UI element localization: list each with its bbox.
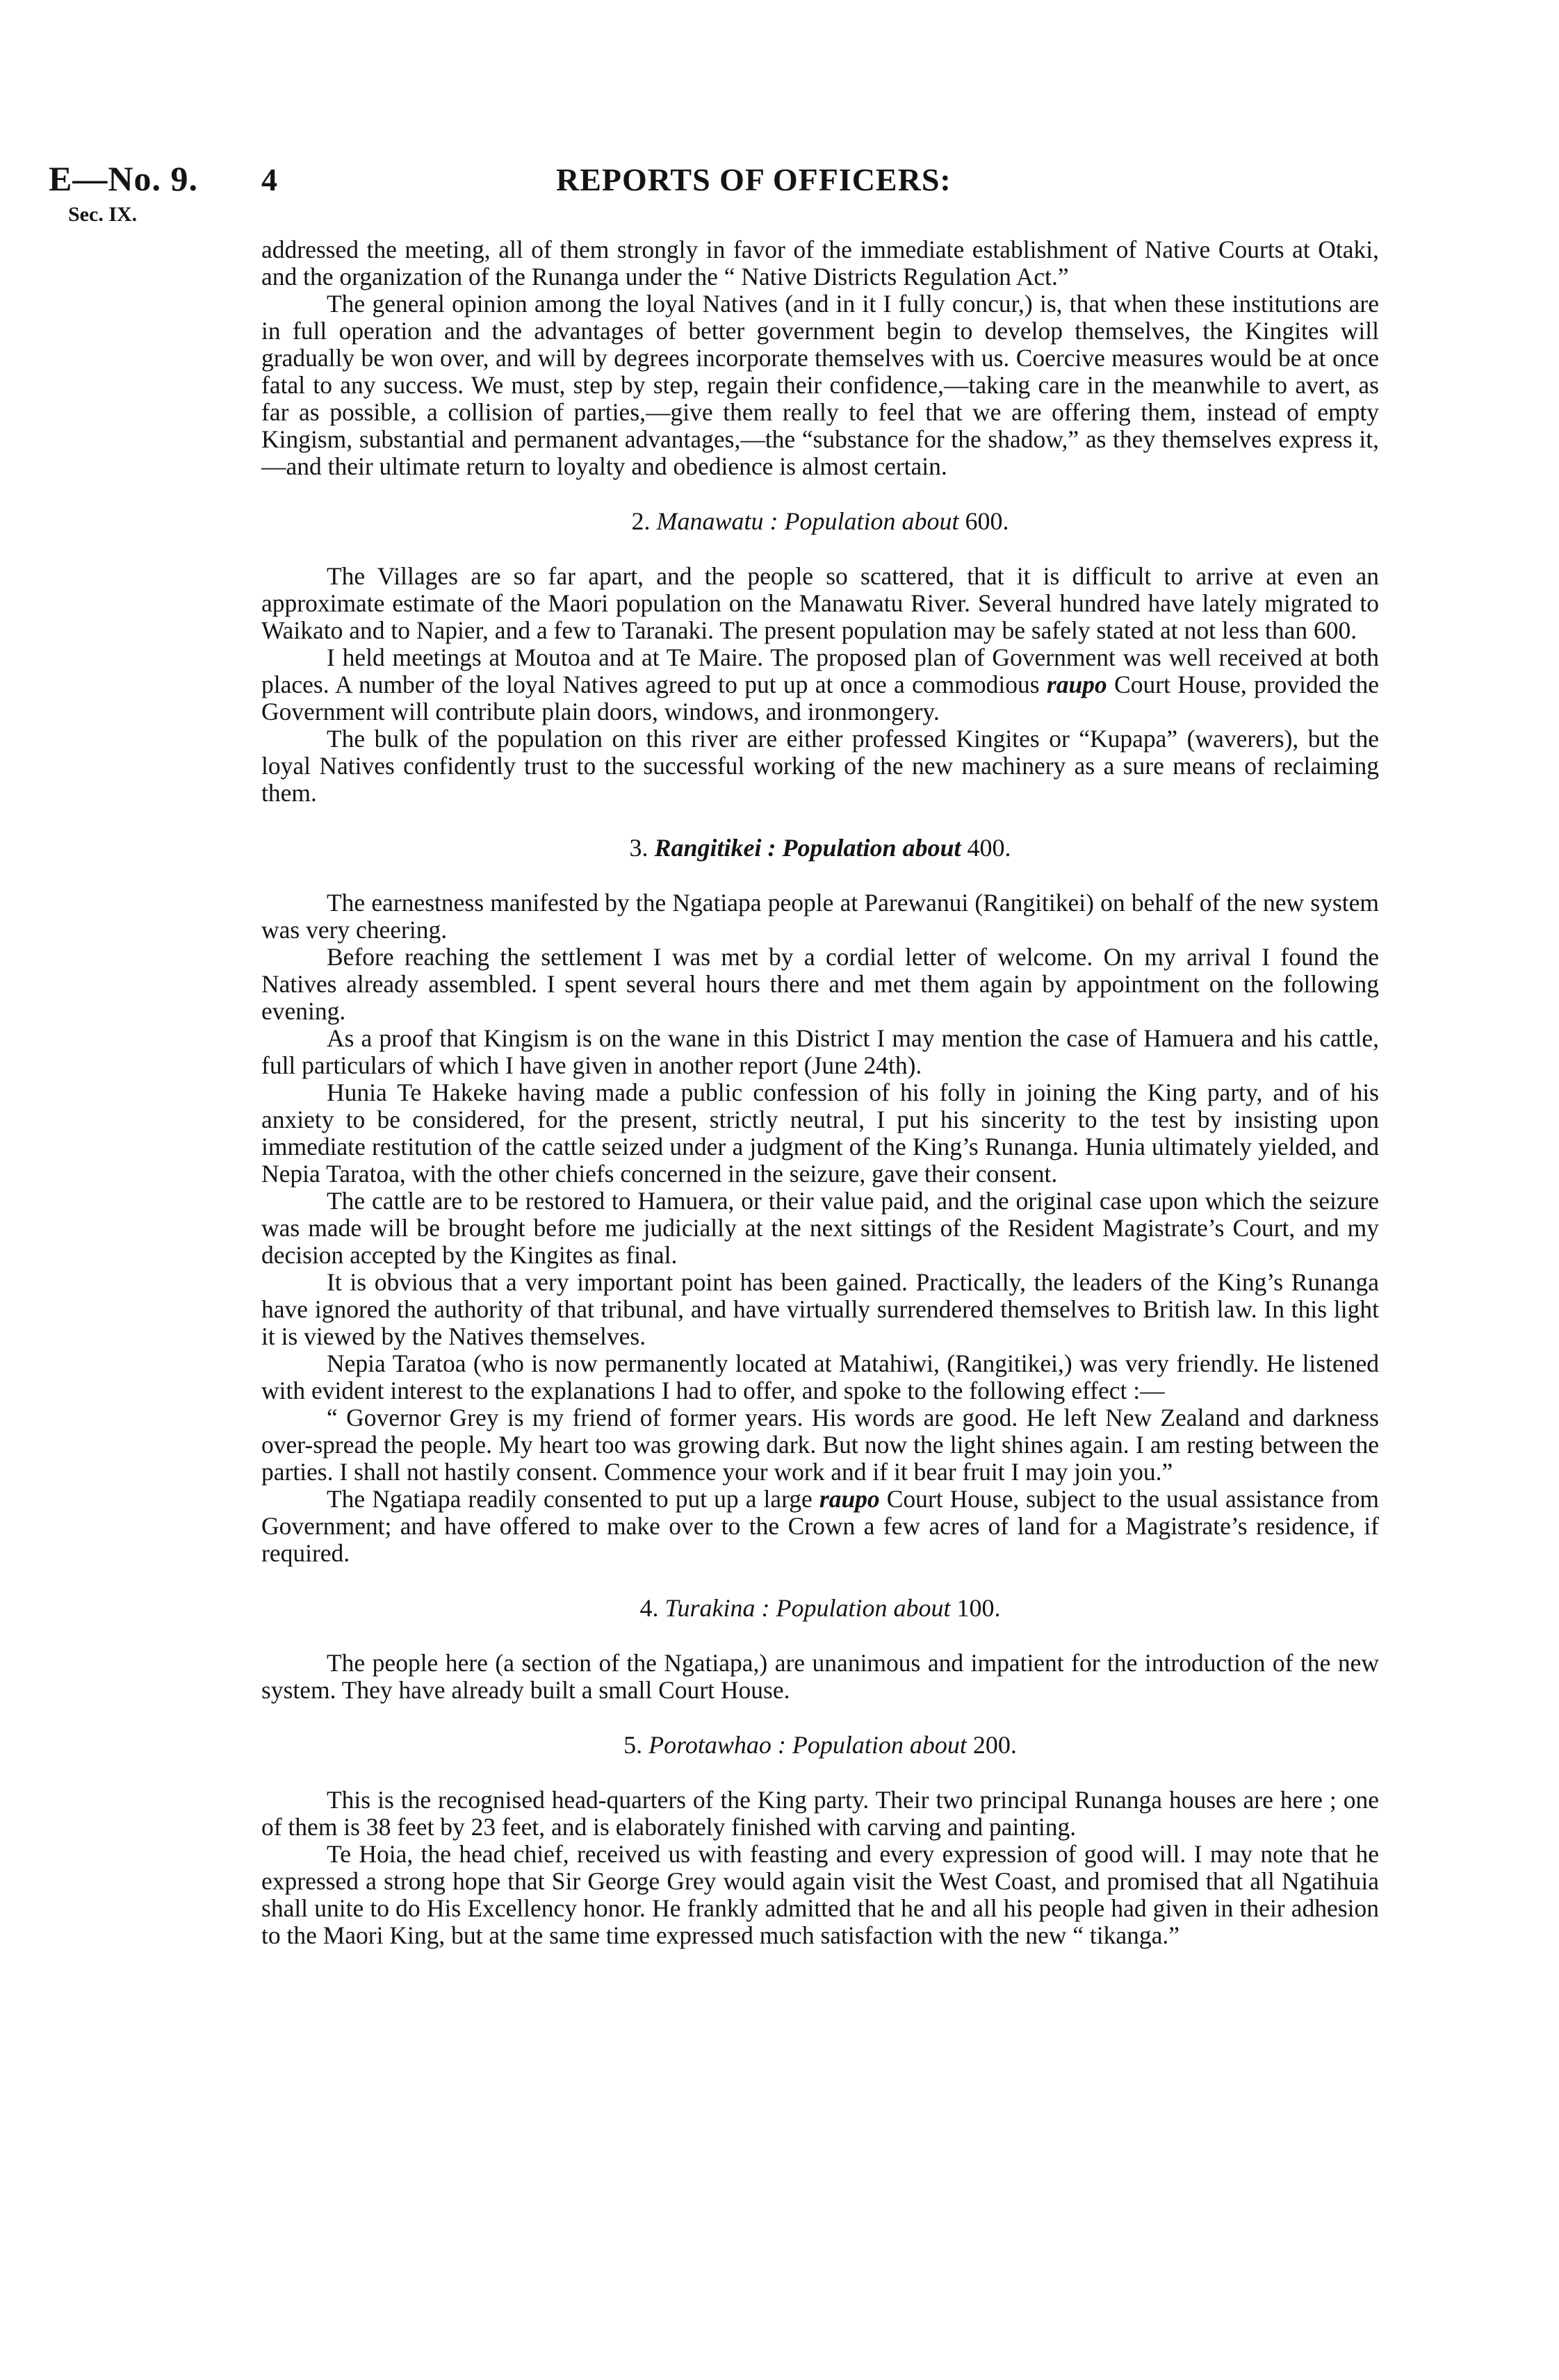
paragraph: The general opinion among the loyal Natives (and in it I fully concur,) is, that when these institutions are in full operation and the advantages of better government begin to develop themselves, the Kingites will gradually be won over, and will by degrees incorporate themselves with us. Coercive measures would be at once fatal to any success. We must, step by step, regain their confidence,—taking care in the meanwhile to avert, as far as possible, a collision of parties,—give them really to feel that we are offering them, instead of empty Kingism, substantial and permanent advantages,—the “substance for the shadow,” as they themselves express it,—and their ultimate return to loyalty and obedience is almost certain.: [261, 290, 1379, 480]
paragraph: Before reaching the settlement I was met by a cordial letter of welcome. On my arrival I found the Natives already assembled. I spent several hours there and met them again by appointment on the following evening.: [261, 943, 1379, 1025]
paragraph: The people here (a section of the Ngatiapa,) are unanimous and impatient for the introduction of the new system. They have already built a small Court House.: [261, 1649, 1379, 1704]
section-heading-manawatu: 2. Manawatu : Population about 600.: [631, 507, 1009, 535]
paragraph: Hunia Te Hakeke having made a public confession of his folly in joining the King party, and of his anxiety to be considered, for the present, strictly neutral, I put his sincerity to the test by insisting upon immediate restitution of the cattle seized under a judgment of the King’s Runanga. Hunia ultimately yielded, and Nepia Taratoa, with the other chiefs concerned in the seizure, gave their consent.: [261, 1078, 1379, 1188]
paragraph: Te Hoia, the head chief, received us with feasting and every expression of good will. I may note that he expressed a strong hope that Sir George Grey would again visit the West Coast, and promised that all Ngatihuia shall unite to do His Excellency honor. He frankly admitted that he and all his people had given in their adhesion to the Maori King, but at the same time expressed much satisfaction with the new “ tikanga.”: [261, 1840, 1379, 1949]
paragraph: addressed the meeting, all of them strongly in favor of the immediate establishment of Native Courts at Otaki, and the organization of the Runanga under the “ Native Districts Regulation Act.”: [261, 236, 1379, 290]
paragraph: This is the recognised head-quarters of the King party. Their two principal Runanga houses are here ; one of them is 38 feet by 23 feet, and is elaborately finished with carving and painting.: [261, 1786, 1379, 1841]
running-title: REPORTS OF OFFICERS:: [556, 162, 952, 197]
paragraph: It is obvious that a very important point has been gained. Practically, the leaders of the King’s Runanga have ignored the authority of that tribunal, and have virtually surrendered themselves to British law. In this light it is viewed by the Natives themselves.: [261, 1268, 1379, 1350]
section-heading-rangitikei: 3. Rangitikei : Population about 400.: [629, 834, 1011, 862]
section-label: Sec. IX.: [68, 203, 138, 226]
paragraph: The earnestness manifested by the Ngatiapa people at Parewanui (Rangitikei) on behalf of the new system was very cheering.: [261, 889, 1379, 944]
paragraph: Nepia Taratoa (who is now permanently located at Matahiwi, (Rangitikei,) was very friendly. He listened with evident interest to the explanations I had to offer, and spoke to the following effect :—: [261, 1349, 1379, 1404]
paragraph: The bulk of the population on this river are either professed Kingites or “Kupapa” (waverers), but the loyal Natives confidently trust to the successful working of the new machinery as a sure means of reclaiming them.: [261, 725, 1379, 807]
page-number: 4: [261, 162, 277, 197]
body-text: [261, 236, 1379, 1949]
paragraph: As a proof that Kingism is on the wane in this District I may mention the case of Hamuera and his cattle, full particulars of which I have given in another report (June 24th).: [261, 1024, 1379, 1079]
paragraph: I held meetings at Moutoa and at Te Maire. The proposed plan of Government was well received at both places. A number of the loyal Natives agreed to put up at once a commodious raupo Court House, provided the Government will contribute plain doors, windows, and ironmongery.: [261, 643, 1380, 725]
section-heading-turakina: 4. Turakina : Population about 100.: [639, 1594, 1001, 1622]
document-reference: E—No. 9.: [49, 159, 198, 198]
section-heading-porotawhao: 5. Porotawhao : Population about 200.: [623, 1731, 1017, 1759]
quotation: “ Governor Grey is my friend of former years. His words are good. He left New Zealand and darkness over-spread the people. My heart too was growing dark. But now the light shines again. I am resting between the parties. I shall not hastily consent. Commence your work and if it bear fruit I may join you.”: [261, 1404, 1379, 1486]
paragraph: The Ngatiapa readily consented to put up a large raupo Court House, subject to the usual assistance from Government; and have offered to make over to the Crown a few acres of land for a Magistrate’s residence, if required.: [261, 1485, 1380, 1567]
paragraph: The cattle are to be restored to Hamuera, or their value paid, and the original case upon which the seizure was made will be brought before me judicially at the next sittings of the Resident Magistrate’s Court, and my decision accepted by the Kingites as final.: [261, 1187, 1379, 1269]
paragraph: The Villages are so far apart, and the people so scattered, that it is difficult to arrive at even an approximate estimate of the Maori population on the Manawatu River. Several hundred have lately migrated to Waikato and to Napier, and a few to Taranaki. The present population may be safely stated at not less than 600.: [261, 562, 1379, 644]
